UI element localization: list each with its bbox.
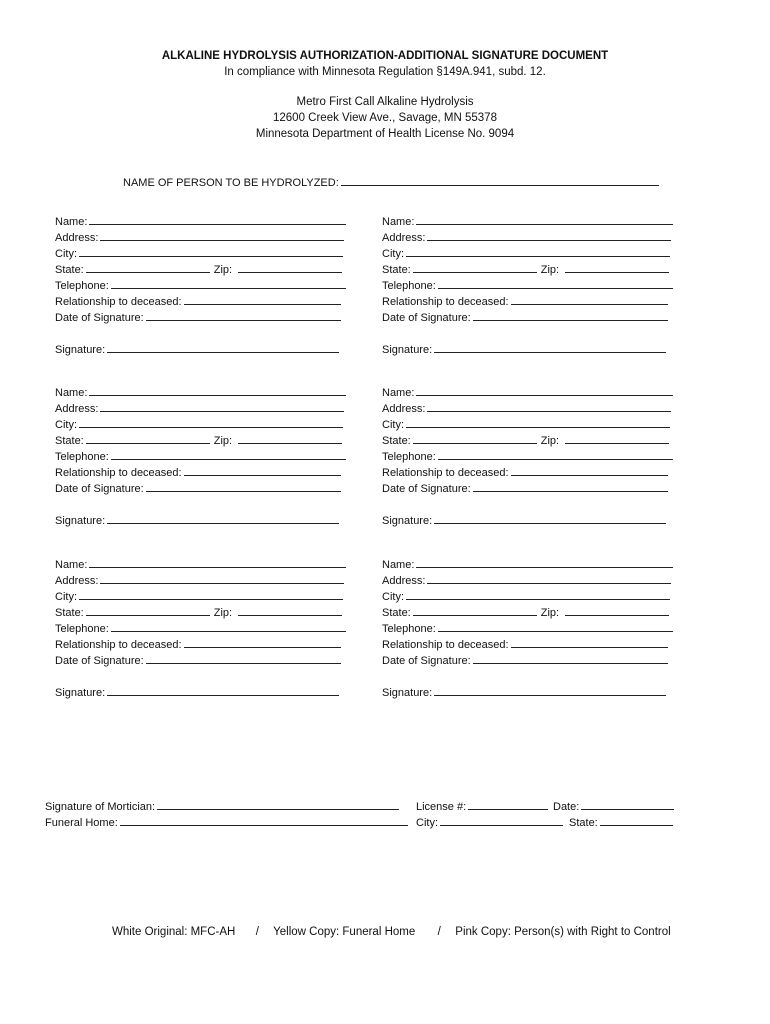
state-field[interactable] — [413, 604, 537, 616]
city-label: City: — [382, 591, 404, 603]
city-label: City: — [55, 248, 77, 260]
date-label: Date of Signature: — [55, 655, 144, 667]
address-label: Address: — [382, 575, 426, 587]
signature-label: Signature: — [382, 515, 433, 527]
state-label: State: — [382, 435, 411, 447]
telephone-field[interactable] — [111, 277, 346, 289]
signature-row — [55, 684, 339, 701]
telephone-row — [55, 448, 346, 465]
relationship-row — [55, 464, 341, 481]
city-field[interactable] — [406, 588, 670, 600]
address-label: Address: — [55, 575, 99, 587]
relationship-label: Relationship to deceased: — [55, 467, 182, 479]
funeral-state-field[interactable] — [600, 814, 673, 826]
relationship-row — [55, 636, 341, 653]
telephone-label: Telephone: — [382, 623, 436, 635]
zip-field[interactable] — [238, 604, 342, 616]
date-label: Date of Signature: — [55, 483, 144, 495]
mortician-signature-row — [45, 798, 399, 815]
city-field[interactable] — [406, 416, 670, 428]
signature-row — [382, 512, 666, 529]
name-field[interactable] — [416, 213, 673, 225]
date-row — [382, 480, 668, 497]
mortician-date-label: Date: — [553, 801, 580, 813]
funeral-state-label: State: — [569, 817, 598, 829]
address-field[interactable] — [100, 572, 344, 584]
date-label: Date of Signature: — [55, 312, 144, 324]
state-field[interactable] — [413, 261, 537, 273]
relationship-label: Relationship to deceased: — [55, 639, 182, 651]
date-label: Date of Signature: — [382, 483, 471, 495]
address-row — [55, 572, 344, 589]
address-label: Address: — [55, 403, 99, 415]
date-field[interactable] — [473, 652, 668, 664]
city-row — [382, 416, 670, 433]
state-label: State: — [382, 607, 411, 619]
license-line: Minnesota Department of Health License No. 9094 — [255, 128, 515, 140]
footer-separator: / — [255, 926, 259, 938]
telephone-field[interactable] — [438, 448, 673, 460]
address-row — [382, 572, 671, 589]
relationship-row — [382, 636, 668, 653]
signature-row — [382, 341, 666, 358]
mortician-date-row — [553, 798, 674, 815]
signature-row — [382, 684, 666, 701]
address-label: Address: — [55, 232, 99, 244]
state-field[interactable] — [86, 261, 210, 273]
date-field[interactable] — [146, 309, 341, 321]
relationship-row — [55, 293, 341, 310]
telephone-field[interactable] — [111, 620, 346, 632]
city-field[interactable] — [79, 245, 343, 257]
signature-field[interactable] — [434, 512, 666, 524]
signature-row — [55, 512, 339, 529]
city-row — [55, 245, 343, 262]
relationship-field[interactable] — [184, 293, 341, 305]
license-number-field[interactable] — [468, 798, 548, 810]
zip-field[interactable] — [238, 432, 342, 444]
funeral-city-label: City: — [416, 817, 438, 829]
date-label: Date of Signature: — [382, 312, 471, 324]
address-label: Address: — [382, 232, 426, 244]
name-label: Name: — [55, 216, 88, 228]
zip-label: Zip: — [213, 607, 233, 619]
name-row — [382, 213, 673, 230]
address-row — [382, 400, 671, 417]
state-field[interactable] — [86, 432, 210, 444]
name-label: Name: — [382, 387, 415, 399]
copy-distribution-footer — [112, 925, 671, 940]
signature-label: Signature: — [55, 515, 106, 527]
signature-label: Signature: — [382, 344, 433, 356]
city-label: City: — [382, 248, 404, 260]
signature-label: Signature: — [55, 344, 106, 356]
name-label: Name: — [382, 216, 415, 228]
date-field[interactable] — [146, 480, 341, 492]
city-row — [55, 416, 343, 433]
compliance-line: In compliance with Minnesota Regulation §149A.941, subd. 12. — [224, 66, 546, 78]
state-zip-row — [382, 432, 669, 449]
date-row — [382, 309, 668, 326]
mortician-signature-label: Signature of Mortician: — [45, 801, 156, 813]
signature-field[interactable] — [107, 341, 339, 353]
address-row — [55, 229, 344, 246]
mortician-signature-field[interactable] — [157, 798, 399, 810]
mortician-license-row — [416, 798, 548, 815]
zip-field[interactable] — [565, 432, 669, 444]
telephone-row — [382, 620, 673, 637]
signature-field[interactable] — [434, 684, 666, 696]
date-row — [55, 652, 341, 669]
date-row — [55, 309, 341, 326]
relationship-label: Relationship to deceased: — [382, 639, 509, 651]
signature-field[interactable] — [434, 341, 666, 353]
city-label: City: — [382, 419, 404, 431]
city-field[interactable] — [79, 416, 343, 428]
telephone-row — [382, 277, 673, 294]
state-label: State: — [55, 264, 84, 276]
company-address: 12600 Creek View Ave., Savage, MN 55378 — [273, 112, 497, 124]
date-row — [382, 652, 668, 669]
telephone-row — [55, 620, 346, 637]
zip-label: Zip: — [540, 607, 560, 619]
zip-label: Zip: — [213, 264, 233, 276]
yellow-copy-label: Yellow Copy: Funeral Home — [273, 926, 416, 938]
relationship-field[interactable] — [511, 293, 668, 305]
state-label: State: — [55, 435, 84, 447]
funeral-home-label: Funeral Home: — [45, 817, 118, 829]
telephone-label: Telephone: — [382, 451, 436, 463]
white-copy-label: White Original: MFC-AH — [112, 926, 236, 938]
relationship-label: Relationship to deceased: — [382, 296, 509, 308]
name-label: Name: — [382, 559, 415, 571]
funeral-city-row — [416, 814, 563, 831]
relationship-field[interactable] — [184, 464, 341, 476]
state-zip-row — [382, 604, 669, 621]
zip-field[interactable] — [238, 261, 342, 273]
name-field[interactable] — [89, 384, 346, 396]
state-zip-row — [382, 261, 669, 278]
name-field[interactable] — [416, 556, 673, 568]
relationship-field[interactable] — [511, 636, 668, 648]
address-row — [382, 229, 671, 246]
name-field[interactable] — [89, 556, 346, 568]
telephone-field[interactable] — [438, 620, 673, 632]
signature-label: Signature: — [55, 687, 106, 699]
signature-field[interactable] — [107, 684, 339, 696]
address-field[interactable] — [100, 229, 344, 241]
mortician-date-field[interactable] — [581, 798, 674, 810]
telephone-row — [55, 277, 346, 294]
state-zip-row — [55, 432, 342, 449]
signature-label: Signature: — [382, 687, 433, 699]
name-row — [382, 384, 673, 401]
footer-separator: / — [437, 926, 441, 938]
telephone-label: Telephone: — [55, 451, 109, 463]
date-field[interactable] — [473, 309, 668, 321]
address-label: Address: — [382, 403, 426, 415]
address-field[interactable] — [100, 400, 344, 412]
license-number-label: License #: — [416, 801, 467, 813]
zip-field[interactable] — [565, 604, 669, 616]
person-name-field[interactable] — [341, 174, 659, 186]
telephone-row — [382, 448, 673, 465]
telephone-field[interactable] — [438, 277, 673, 289]
city-label: City: — [55, 419, 77, 431]
pink-copy-label: Pink Copy: Person(s) with Right to Control — [455, 926, 671, 938]
form-title: ALKALINE HYDROLYSIS AUTHORIZATION-ADDITIONAL SIGNATURE DOCUMENT — [161, 50, 609, 62]
name-field[interactable] — [89, 213, 346, 225]
address-field[interactable] — [427, 229, 671, 241]
name-row — [55, 556, 346, 573]
name-label: Name: — [55, 387, 88, 399]
zip-label: Zip: — [540, 435, 560, 447]
relationship-row — [382, 464, 668, 481]
funeral-home-field[interactable] — [120, 814, 408, 826]
state-label: State: — [382, 264, 411, 276]
date-label: Date of Signature: — [382, 655, 471, 667]
signature-row — [55, 341, 339, 358]
city-row — [382, 588, 670, 605]
funeral-state-row — [569, 814, 673, 831]
name-field[interactable] — [416, 384, 673, 396]
person-to-be-hydrolyzed — [123, 174, 659, 191]
address-field[interactable] — [427, 572, 671, 584]
relationship-field[interactable] — [511, 464, 668, 476]
name-row — [55, 384, 346, 401]
city-row — [55, 588, 343, 605]
date-field[interactable] — [146, 652, 341, 664]
state-zip-row — [55, 261, 342, 278]
telephone-field[interactable] — [111, 448, 346, 460]
city-field[interactable] — [406, 245, 670, 257]
zip-label: Zip: — [540, 264, 560, 276]
telephone-label: Telephone: — [55, 623, 109, 635]
address-field[interactable] — [427, 400, 671, 412]
state-zip-row — [55, 604, 342, 621]
city-label: City: — [55, 591, 77, 603]
telephone-label: Telephone: — [382, 280, 436, 292]
relationship-field[interactable] — [184, 636, 341, 648]
state-label: State: — [55, 607, 84, 619]
funeral-city-field[interactable] — [440, 814, 563, 826]
city-row — [382, 245, 670, 262]
funeral-home-row — [45, 814, 408, 831]
person-label: NAME OF PERSON TO BE HYDROLYZED: — [123, 177, 339, 189]
state-field[interactable] — [86, 604, 210, 616]
city-field[interactable] — [79, 588, 343, 600]
address-row — [55, 400, 344, 417]
relationship-label: Relationship to deceased: — [382, 467, 509, 479]
zip-label: Zip: — [213, 435, 233, 447]
relationship-label: Relationship to deceased: — [55, 296, 182, 308]
name-label: Name: — [55, 559, 88, 571]
name-row — [382, 556, 673, 573]
company-name: Metro First Call Alkaline Hydrolysis — [296, 96, 474, 108]
state-field[interactable] — [413, 432, 537, 444]
telephone-label: Telephone: — [55, 280, 109, 292]
date-field[interactable] — [473, 480, 668, 492]
relationship-row — [382, 293, 668, 310]
date-row — [55, 480, 341, 497]
zip-field[interactable] — [565, 261, 669, 273]
name-row — [55, 213, 346, 230]
signature-field[interactable] — [107, 512, 339, 524]
